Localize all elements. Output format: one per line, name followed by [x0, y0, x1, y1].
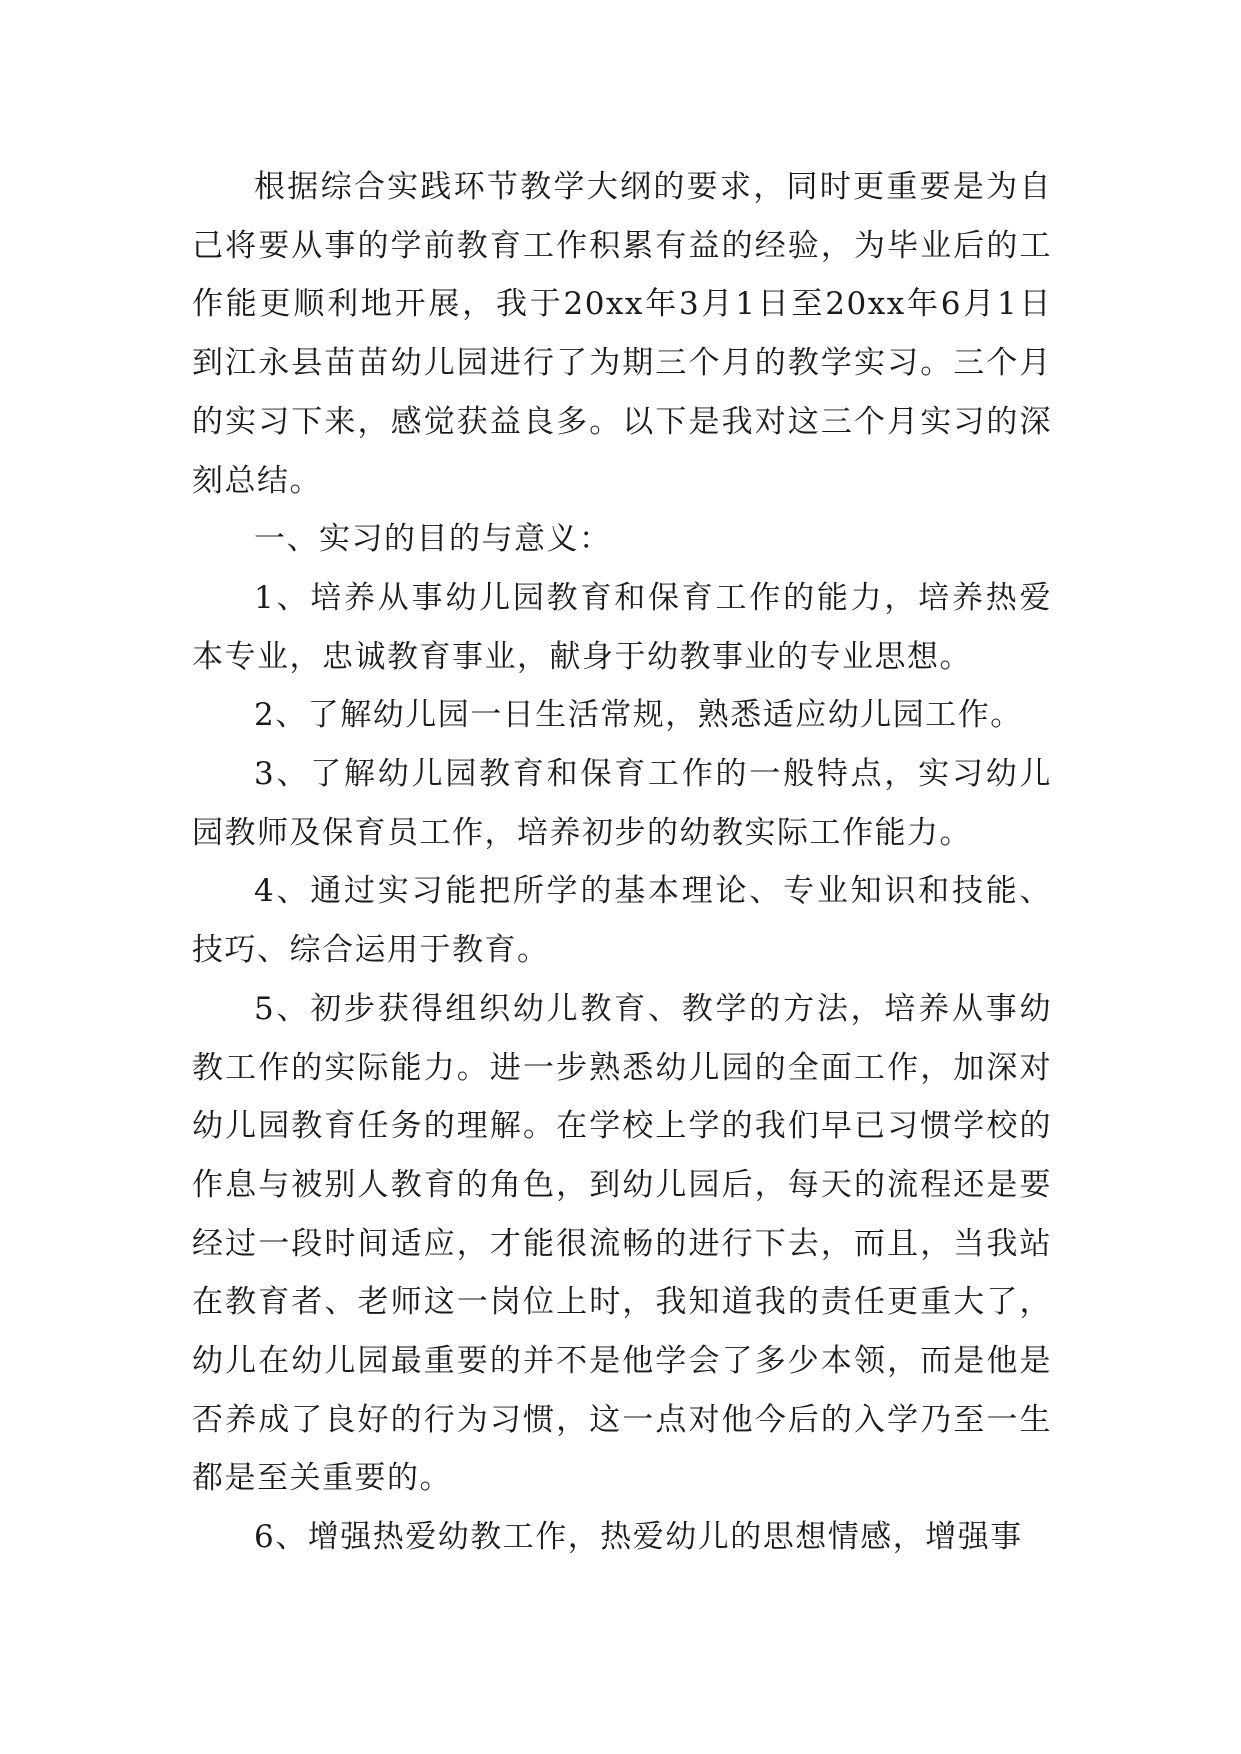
section-heading-purpose: 一、实习的目的与意义：: [254, 521, 612, 558]
list-item-5: 5、初步获得组织幼儿教育、教学的方法，培养从事幼教工作的实际能力。进一步熟悉幼儿园的全面工作，加深对幼儿园教育任务的理解。在学校上学的我们早已习惯学校的作息与被别人教育的角色，到幼儿园后，每天的流程还是要经过一段时间适应，才能很流畅的进行下去，而且，当我站在教育者、老师这一岗位上时，我知道我的责任更重大了，幼儿在幼儿园最重要的并不是他学会了多少本领，而是他是否养成了良好的行为习惯，这一点对他今后的入学乃至一生都是至关重要的。: [192, 990, 1052, 1497]
intro-paragraph: 根据综合实践环节教学大纲的要求，同时更重要是为自己将要从事的学前教育工作积累有益的经验，为毕业后的工作能更顺利地开展，我于20xx年3月1日至20xx年6月1日到江永县苗苗幼儿园进行了为期三个月的教学实习。三个月的实习下来，感觉获益良多。以下是我对这三个月实习的深刻总结。: [192, 169, 1052, 499]
document-body: [192, 158, 1052, 1567]
list-item-1: 1、培养从事幼儿园教育和保育工作的能力，培养热爱本专业，忠诚教育事业，献身于幼教事业的专业思想。: [192, 579, 1052, 675]
list-item-6: 6、增强热爱幼教工作，热爱幼儿的思想情感，增强事: [254, 1519, 1023, 1556]
list-item-4: 4、通过实习能把所学的基本理论、专业知识和技能、技巧、综合运用于教育。: [192, 873, 1052, 969]
list-item-3: 3、了解幼儿园教育和保育工作的一般特点，实习幼儿园教师及保育员工作，培养初步的幼教实际工作能力。: [192, 756, 1052, 851]
list-item-2: 2、了解幼儿园一日生活常规，熟悉适应幼儿园工作。: [254, 697, 1023, 734]
